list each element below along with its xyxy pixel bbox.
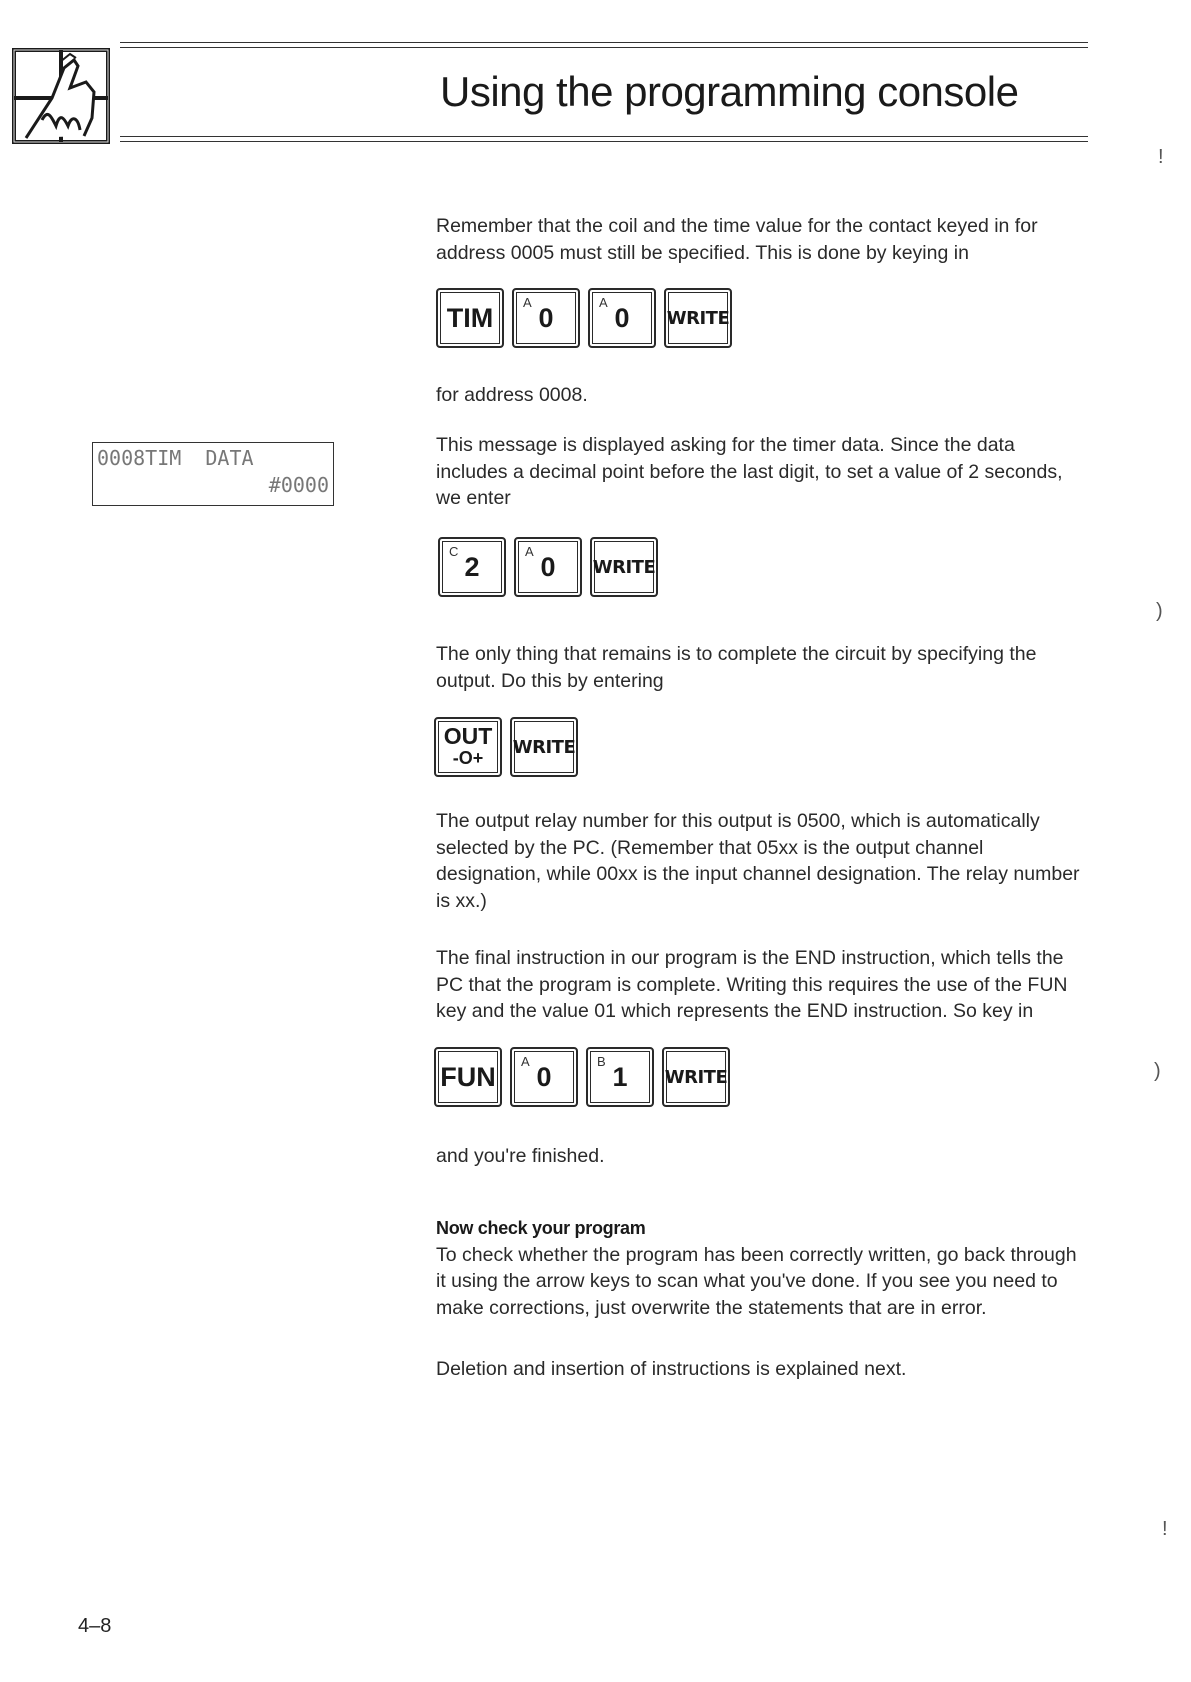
address-note: for address 0008. <box>436 384 588 406</box>
key-sequence-tim <box>436 288 732 348</box>
write-key[interactable] <box>590 537 658 597</box>
zero-key[interactable] <box>514 537 582 597</box>
key-sequence-out <box>434 717 578 777</box>
write-key[interactable] <box>664 288 732 348</box>
write-key[interactable] <box>510 717 578 777</box>
key-label: 0 <box>538 302 554 333</box>
finished-paragraph: and you're finished. <box>436 1145 605 1167</box>
lcd-display <box>92 442 334 506</box>
key-sequence-value <box>438 537 658 597</box>
tim-key[interactable] <box>436 288 504 348</box>
key-shift-label: A <box>599 295 608 310</box>
key-label: TIM <box>446 302 494 333</box>
key-shift-label: A <box>525 544 534 559</box>
header-rule-top <box>120 42 1088 43</box>
lcd-line-1: 0008TIM DATA <box>97 446 254 470</box>
two-key[interactable] <box>438 537 506 597</box>
key-shift-label: A <box>523 295 532 310</box>
fun-key[interactable] <box>434 1047 502 1107</box>
key-label: WRITE <box>592 556 656 578</box>
check-section <box>436 1215 1086 1321</box>
out-key[interactable] <box>434 717 502 777</box>
page-title: Using the programming console <box>440 68 1019 115</box>
key-label: OUT <box>443 723 493 749</box>
output-paragraph: The only thing that remains is to complete the circuit by specifying the output. Do this by entering <box>436 643 1037 692</box>
key-label: 0 <box>536 1061 552 1092</box>
check-heading: Now check your program <box>436 1218 646 1238</box>
next-paragraph: Deletion and insertion of instructions is explained next. <box>436 1358 907 1380</box>
key-shift-label: C <box>449 544 459 559</box>
key-label: WRITE <box>512 736 576 758</box>
key-label: FUN <box>440 1061 496 1092</box>
key-label: WRITE <box>666 307 730 329</box>
key-label: WRITE <box>664 1066 728 1088</box>
key-label: 0 <box>540 551 556 582</box>
margin-mark: ) <box>1156 600 1163 622</box>
zero-key[interactable] <box>510 1047 578 1107</box>
margin-mark: ) <box>1154 1060 1161 1082</box>
intro-paragraph: Remember that the coil and the time value for the contact keyed in for address 0005 must still be specified. This is done by keying in <box>436 215 1038 264</box>
page-number: 4–8 <box>78 1615 112 1637</box>
key-shift-label: A <box>521 1054 530 1069</box>
chapter-logo-hand-icon <box>12 48 110 144</box>
zero-key[interactable] <box>588 288 656 348</box>
margin-mark: ! <box>1162 1518 1168 1540</box>
check-paragraph: To check whether the program has been correctly written, go back through it using the arrow keys to scan what you've done. If you see you need to make corrections, just overwrite the statements that are in error. <box>436 1243 1077 1319</box>
key-shift-label: B <box>597 1054 606 1069</box>
key-sequence-fun <box>434 1047 730 1107</box>
timer-paragraph: This message is displayed asking for the timer data. Since the data includes a decimal point before the last digit, to set a value of 2 seconds, we enter <box>436 434 1063 509</box>
write-key[interactable] <box>662 1047 730 1107</box>
relay-paragraph: The output relay number for this output is 0500, which is automatically selected by the PC. (Remember that 05xx is the output channel designation, while 00xx is the input channel designation. The relay number is xx.) <box>436 810 1080 912</box>
header-rule-bottom <box>120 136 1088 137</box>
final-paragraph: The final instruction in our program is the END instruction, which tells the PC that the program is complete. Writing this requires the use of the FUN key and the value 01 which represents the END instruction. So key in <box>436 947 1068 1022</box>
margin-mark: ! <box>1158 146 1164 168</box>
zero-key[interactable] <box>512 288 580 348</box>
key-label: 2 <box>464 551 480 582</box>
coil-symbol-icon: -O+ <box>452 748 484 768</box>
key-label: 1 <box>612 1061 628 1092</box>
lcd-line-2: #0000 <box>268 473 329 497</box>
header-rule-top-thin <box>120 47 1088 48</box>
header-rule-bottom-thin <box>120 141 1088 142</box>
one-key[interactable] <box>586 1047 654 1107</box>
key-label: 0 <box>614 302 630 333</box>
